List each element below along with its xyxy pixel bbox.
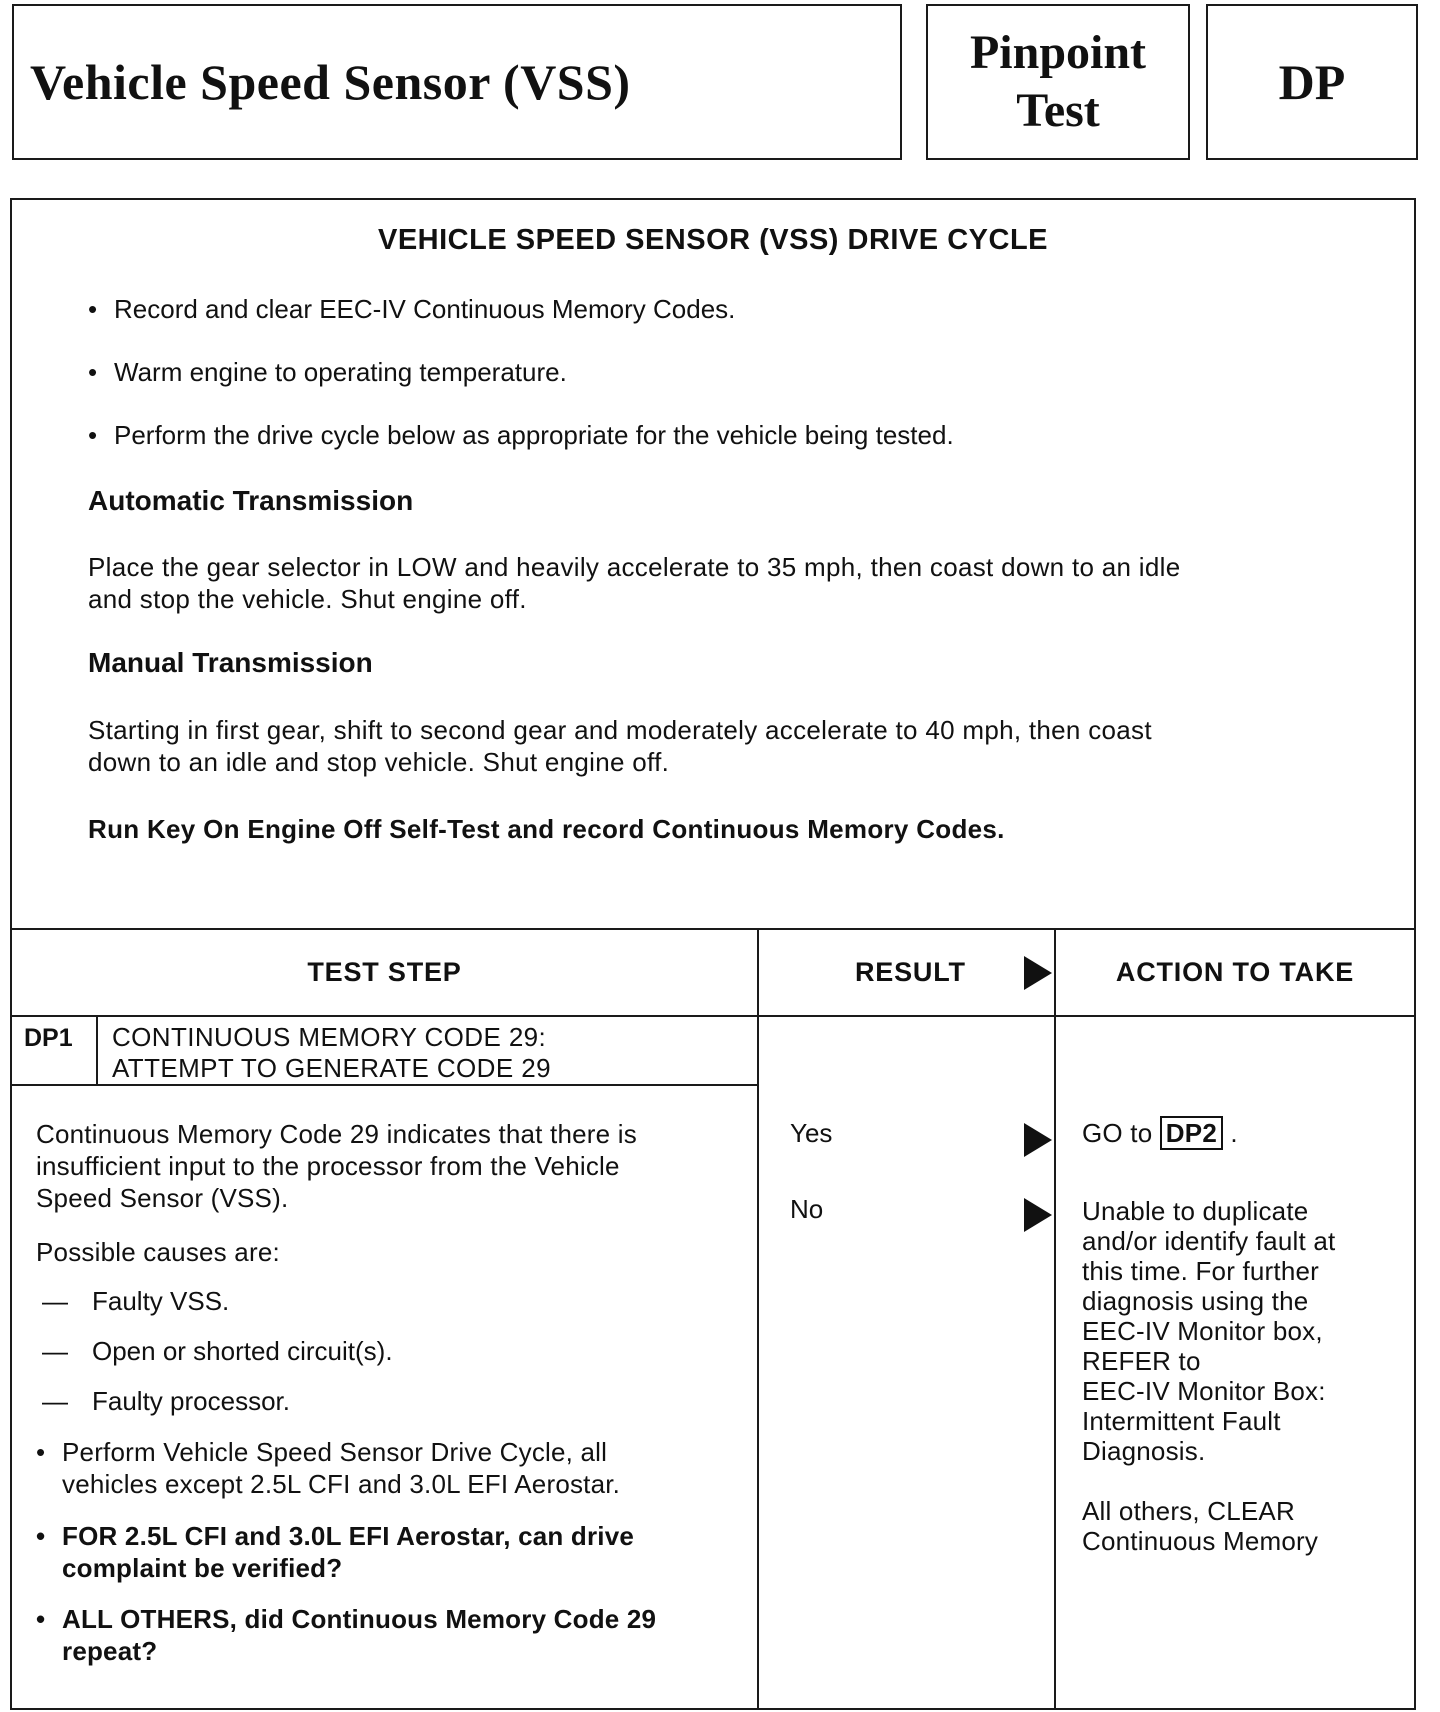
action-no: Unable to duplicate and/or identify fault at this time. For further diagnosis using the EEC-IV Monitor box, REFER to EEC-IV Monitor Box: Intermittent Fault Diagnosis. [1082, 1196, 1336, 1466]
test-label: Test [1016, 84, 1100, 137]
possible-causes-label: Possible causes are: [36, 1237, 280, 1267]
column-divider-action [1054, 928, 1056, 1710]
no-arrow-icon [1024, 1198, 1052, 1232]
run-self-test-text: Run Key On Engine Off Self-Test and record Continuous Memory Codes. [88, 814, 1005, 844]
drive-cycle-bullet: • Warm engine to operating temperature. [88, 357, 567, 387]
automatic-transmission-text: Place the gear selector in LOW and heavily accelerate to 35 mph, then coast down to an idle and stop the vehicle. Shut engine off. [88, 552, 1181, 614]
column-divider-result [757, 928, 759, 1710]
automatic-transmission-heading: Automatic Transmission [88, 485, 414, 516]
step-bullet-2: • FOR 2.5L CFI and 3.0L EFI Aerostar, can drive complaint be verified? [36, 1521, 635, 1583]
yes-arrow-icon [1024, 1123, 1052, 1157]
section-code-box [1206, 4, 1418, 160]
section-code: DP [1278, 54, 1346, 110]
page-title: Vehicle Speed Sensor (VSS) [30, 54, 631, 110]
step-bullet-1: • Perform Vehicle Speed Sensor Drive Cycle, all vehicles except 2.5L CFI and 3.0L EFI Aerostar. [36, 1437, 621, 1499]
step-id-divider [96, 1015, 98, 1085]
pinpoint-test-box [926, 4, 1190, 160]
result-yes: Yes [790, 1118, 833, 1148]
step-id: DP1 [24, 1024, 73, 1052]
step-title-rule [12, 1084, 757, 1086]
cause-item: — Open or shorted circuit(s). [42, 1336, 393, 1366]
manual-transmission-heading: Manual Transmission [88, 647, 373, 678]
cause-item: — Faulty processor. [42, 1386, 290, 1416]
action-yes: GO to DP2 . [1082, 1118, 1238, 1148]
main-panel [10, 198, 1416, 1710]
cause-item: — Faulty VSS. [42, 1286, 230, 1316]
action-others: All others, CLEAR Continuous Memory [1082, 1496, 1319, 1556]
column-header-test-step: TEST STEP [307, 956, 462, 987]
step-title: CONTINUOUS MEMORY CODE 29: ATTEMPT TO GENERATE CODE 29 [112, 1022, 551, 1083]
pinpoint-label: Pinpoint [969, 26, 1147, 79]
column-header-result: RESULT [855, 956, 966, 987]
drive-cycle-heading: VEHICLE SPEED SENSOR (VSS) DRIVE CYCLE [377, 224, 1048, 256]
drive-cycle-bullet: • Perform the drive cycle below as appropriate for the vehicle being tested. [88, 420, 954, 450]
drive-cycle-bullet: • Record and clear EEC-IV Continuous Memory Codes. [88, 294, 736, 324]
column-header-action: ACTION TO TAKE [1115, 956, 1355, 987]
result-arrow-icon [1024, 956, 1052, 990]
result-no: No [790, 1194, 824, 1224]
dp2-reference: DP2 [1160, 1116, 1223, 1150]
header-title-box [12, 4, 902, 160]
drive-cycle-section [12, 200, 1414, 928]
manual-transmission-text: Starting in first gear, shift to second gear and moderately accelerate to 40 mph, then coast down to an idle and stop vehicle. Shut engine off. [88, 715, 1152, 777]
step-bullet-3: • ALL OTHERS, did Continuous Memory Code 29 repeat? [36, 1604, 657, 1666]
step-intro: Continuous Memory Code 29 indicates that there is insufficient input to the processor from the Vehicle Speed Sensor (VSS). [36, 1119, 637, 1213]
